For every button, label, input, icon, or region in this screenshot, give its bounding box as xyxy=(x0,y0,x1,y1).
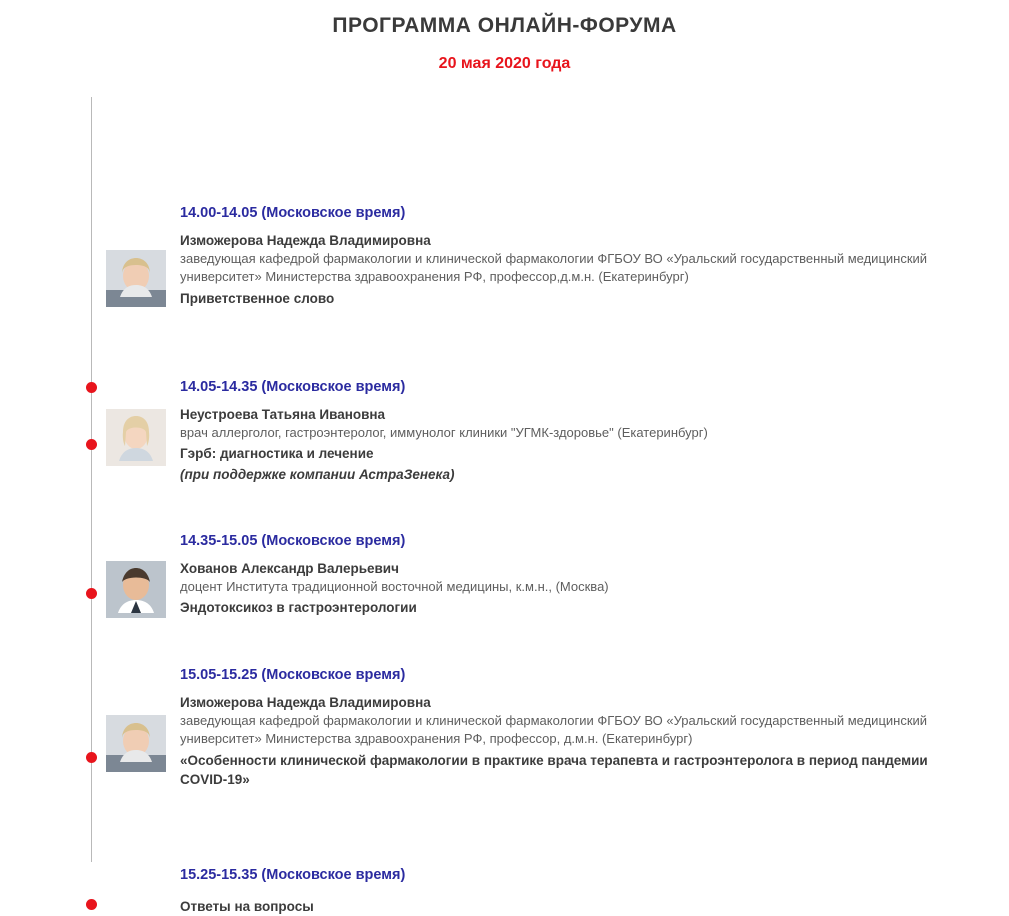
page-subtitle-date: 20 мая 2020 года xyxy=(438,55,571,72)
list-item xyxy=(0,667,1009,789)
entry-topic: Гэрб: диагностика и лечение xyxy=(180,446,374,462)
list-item xyxy=(0,867,1009,916)
list-item xyxy=(0,533,1009,618)
timeline-dot-icon xyxy=(86,899,97,910)
entry-support-note: (при поддержке компании АстраЗенека) xyxy=(180,466,455,482)
entry-time: 14.00-14.05 (Московское время) xyxy=(180,205,406,221)
entry-topic: Приветственное слово xyxy=(180,290,335,306)
entry-topic: Ответы на вопросы xyxy=(180,899,314,914)
entry-time: 14.35-15.05 (Московское время) xyxy=(180,533,406,549)
speaker-photo xyxy=(106,250,166,307)
entry-topic: «Особенности клинической фармакологии в практике врача терапевта и гастроэнтеролога в период пандемии COVID-19» xyxy=(180,752,928,788)
entry-time: 15.05-15.25 (Московское время) xyxy=(180,667,406,683)
timeline-dot-icon xyxy=(86,439,97,450)
entry-role: доцент Института традиционной восточной медицины, к.м.н., (Москва) xyxy=(180,579,609,594)
timeline-dot-icon xyxy=(86,588,97,599)
entry-speaker: Изможерова Надежда Владимировна xyxy=(180,695,431,710)
entry-role: врач аллерголог, гастроэнтеролог, иммунолог клиники "УГМК-здоровье" (Екатеринбург) xyxy=(180,425,708,440)
speaker-photo xyxy=(106,409,166,466)
entry-role: заведующая кафедрой фармакологии и клинической фармакологии ФГБОУ ВО «Уральский государственный медицинский университет» Министерства здравоохранения РФ, профессор, д.м.н. (Екатеринбург) xyxy=(180,713,928,747)
list-item xyxy=(0,379,1009,482)
list-item xyxy=(0,205,1009,308)
timeline-dot-icon xyxy=(86,752,97,763)
page-title: ПРОГРАММА ОНЛАЙН-ФОРУМА xyxy=(332,14,677,37)
speaker-photo xyxy=(106,715,166,772)
speaker-photo xyxy=(106,561,166,618)
entry-topic: Эндотоксикоз в гастроэнтерологии xyxy=(180,600,417,616)
entry-role: заведующая кафедрой фармакологии и клинической фармакологии ФГБОУ ВО «Уральский государственный медицинский университет» Министерства здравоохранения РФ, профессор,д.м.н. (Екатеринбург) xyxy=(180,251,928,285)
entry-time: 15.25-15.35 (Московское время) xyxy=(180,867,406,883)
timeline xyxy=(0,97,1009,914)
entry-speaker: Неустроева Татьяна Ивановна xyxy=(180,407,386,422)
entry-time: 14.05-14.35 (Московское время) xyxy=(180,379,406,395)
entry-speaker: Хованов Александр Валерьевич xyxy=(180,561,399,576)
entry-speaker: Изможерова Надежда Владимировна xyxy=(180,233,431,248)
program-entries xyxy=(0,97,1009,914)
